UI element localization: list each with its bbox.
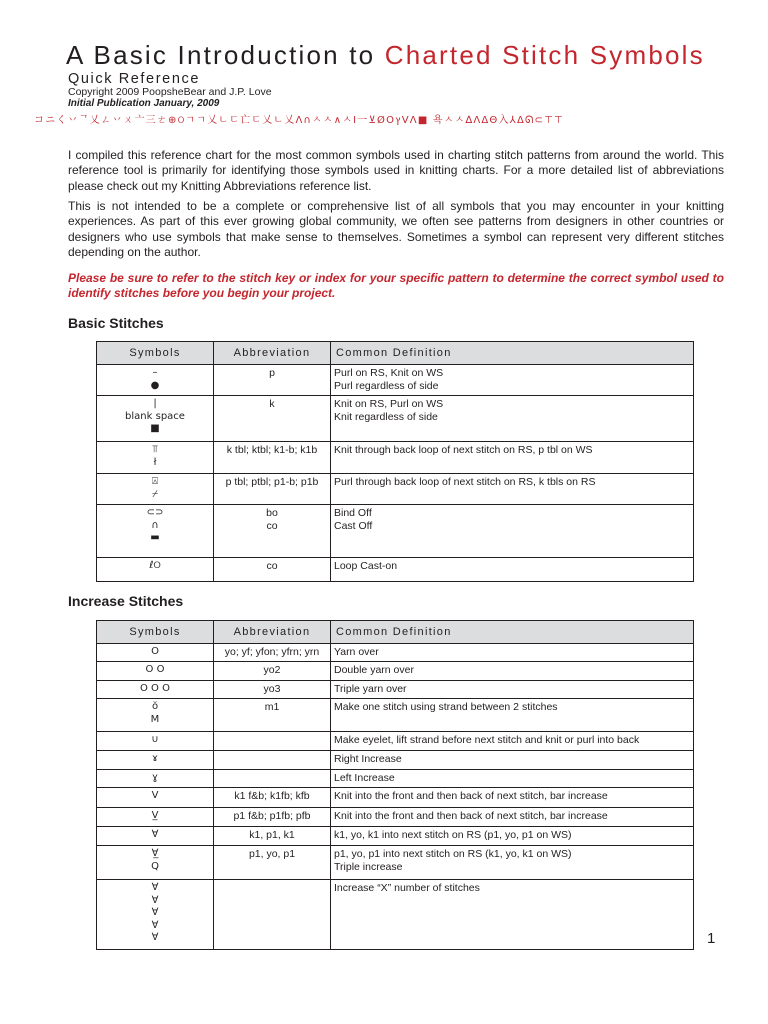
intro-paragraph-1: I compiled this reference chart for the most common symbols used in charting stitch patterns from around the world. This reference tool is primarily for identifying those symbols used in knitting charts. For a more detailed list of abbreviations please check out my Knitting Abbreviations reference list. [68, 148, 724, 193]
abbreviation-text: p1 f&b; p1fb; pfb [233, 810, 311, 822]
table-row [97, 558, 694, 582]
abbreviation-text: yo3 [263, 683, 281, 695]
stitch-symbol: ■ [150, 423, 160, 434]
definition-text: Left Increase [334, 772, 395, 784]
stitch-symbol: ∀ [151, 932, 159, 943]
stitch-symbol: ∀ [151, 907, 159, 918]
abbreviation-cell [214, 788, 331, 808]
definition-text: k1, yo, k1 into next stitch on RS (p1, yo, p1 on WS) [334, 829, 572, 841]
symbol-cell [97, 505, 214, 558]
abbreviation-text: k1, p1, k1 [249, 829, 295, 841]
section-title-increase: Increase Stitches [68, 593, 184, 609]
stitch-symbol: ℓ୦ [149, 560, 161, 571]
definition-text: Knit through back loop of next stitch on RS, p tbl on WS [334, 444, 593, 456]
definition-cell [331, 880, 694, 950]
stitch-symbol: ∀ [151, 894, 159, 906]
stitch-symbol: M [150, 713, 160, 725]
definition-cell [331, 662, 694, 681]
symbol-cell [97, 474, 214, 505]
definition-text: Right Increase [334, 753, 402, 765]
abbreviation-cell [214, 808, 331, 827]
abbreviation-cell [214, 365, 331, 396]
definition-text: Purl through back loop of next stitch on RS, k tbls on RS [334, 476, 596, 488]
abbreviation-cell [214, 770, 331, 788]
definition-text: Purl regardless of side [334, 380, 439, 392]
symbol-cell [97, 751, 214, 770]
abbreviation-cell [214, 505, 331, 558]
table-row [97, 365, 694, 396]
header-abbreviation: Abbreviation [214, 342, 331, 365]
table-row [97, 827, 694, 846]
stitch-symbol: ⌿ [152, 488, 158, 500]
table-row [97, 396, 694, 442]
abbreviation-text: p1, yo, p1 [248, 848, 296, 860]
stitch-symbol: ɣ [152, 772, 158, 783]
definition-text: Yarn over [334, 646, 379, 658]
table-row [97, 880, 694, 950]
stitch-symbol: ∩ [151, 519, 159, 531]
copyright: Copyright 2009 PoopsheBear and J.P. Love [68, 86, 272, 98]
definition-cell [331, 732, 694, 751]
header-abbreviation: Abbreviation [214, 621, 331, 644]
symbol-cell [97, 442, 214, 474]
stitch-symbol: ⫪ [152, 444, 158, 455]
table-row [97, 846, 694, 880]
definition-text: Knit into the front and then back of next stitch, bar increase [334, 790, 608, 802]
definition-cell [331, 751, 694, 770]
table-row [97, 644, 694, 662]
abbreviation-cell [214, 880, 331, 950]
decorative-symbol-strip: コニく丷ᄀ乂ㄥ丷ㄨ亠三ㄜ⊕ଠㄱㄱ乂ㄴㄷ亡ㄷ乂ㄴ乂Ʌ∩ㅅㅅ∧ㅅΙ一⊻ØOץVΛ■ 욕ㅅㅅ∆ΛΔΘ入⅄Δᘏ⊂⊤⊤ [34, 115, 564, 126]
symbol-cell [97, 880, 214, 950]
abbreviation-cell [214, 662, 331, 681]
abbreviation-text: m1 [264, 701, 280, 713]
definition-cell [331, 808, 694, 827]
table-header-row [97, 621, 694, 644]
abbreviation-cell [214, 474, 331, 505]
definition-text: Purl on RS, Knit on WS [334, 367, 444, 379]
symbol-cell [97, 788, 214, 808]
stitch-symbol: O O O [140, 683, 170, 694]
abbreviation-text: co [266, 560, 278, 572]
symbol-cell [97, 681, 214, 699]
symbol-cell [97, 365, 214, 396]
stitch-symbol: ɤ [152, 753, 158, 764]
table-row [97, 808, 694, 827]
definition-text: Cast Off [334, 520, 373, 532]
abbreviation-text: co [266, 520, 278, 532]
definition-cell [331, 788, 694, 808]
table-row [97, 505, 694, 558]
symbol-cell [97, 699, 214, 732]
definition-cell [331, 699, 694, 732]
stitch-symbol: ● [150, 379, 160, 391]
section-title-basic: Basic Stitches [68, 315, 164, 331]
symbol-cell [97, 662, 214, 681]
definition-cell [331, 681, 694, 699]
subtitle: Quick Reference [68, 71, 200, 87]
stitch-symbol: ∀ [151, 829, 159, 840]
basic-stitches-table [96, 341, 694, 582]
abbreviation-cell [214, 558, 331, 582]
stitch-symbol: blank space [125, 410, 185, 422]
table-row [97, 681, 694, 699]
abbreviation-text: k1 f&b; k1fb; kfb [234, 790, 310, 802]
header-symbols: Symbols [97, 342, 214, 365]
definition-cell [331, 846, 694, 880]
stitch-symbol: ⍓ [152, 476, 158, 487]
stitch-symbol: ł [153, 456, 157, 468]
definition-text: Knit on RS, Purl on WS [334, 398, 444, 410]
table-row [97, 788, 694, 808]
table-row [97, 442, 694, 474]
stitch-symbol: ▬ [150, 532, 160, 543]
definition-text: Loop Cast-on [334, 560, 398, 572]
definition-text: Knit into the front and then back of next stitch, bar increase [334, 810, 608, 822]
publication-date: Initial Publication January, 2009 [68, 98, 220, 109]
definition-text: p1, yo, p1 into next stitch on RS (k1, yo, k1 on WS) [334, 848, 572, 860]
symbol-cell [97, 396, 214, 442]
abbreviation-cell [214, 751, 331, 770]
header-definition: Common Definition [331, 621, 694, 644]
abbreviation-text: p [269, 367, 275, 379]
stitch-symbol: ∪ [151, 734, 159, 745]
abbreviation-text: yo2 [263, 664, 281, 676]
definition-cell [331, 365, 694, 396]
abbreviation-cell [214, 396, 331, 442]
stitch-symbol: ⊂⊃ [146, 507, 164, 518]
stitch-symbol: ∀̲ [151, 848, 159, 859]
symbol-cell [97, 644, 214, 662]
increase-stitches-table [96, 620, 694, 950]
stitch-symbol: ∀ [151, 882, 159, 893]
table-row [97, 699, 694, 732]
abbreviation-cell [214, 827, 331, 846]
symbol-cell [97, 770, 214, 788]
definition-cell [331, 396, 694, 442]
definition-text: Knit regardless of side [334, 411, 438, 423]
symbol-cell [97, 846, 214, 880]
definition-text: Bind Off [334, 507, 372, 519]
title-prefix: A Basic Introduction to [66, 40, 376, 70]
stitch-symbol: Q [151, 860, 159, 872]
stitch-symbol: ŏ [151, 701, 159, 712]
definition-text: Double yarn over [334, 664, 414, 676]
definition-text: Increase “X” number of stitches [334, 882, 480, 894]
page-number: 1 [707, 930, 716, 947]
abbreviation-text: k [269, 398, 275, 410]
symbol-cell [97, 558, 214, 582]
document-title [66, 40, 705, 71]
symbol-cell [97, 732, 214, 751]
table-header-row [97, 342, 694, 365]
abbreviation-text: bo [266, 507, 278, 519]
stitch-symbol: ∀ [151, 919, 159, 931]
stitch-symbol: V [151, 790, 159, 801]
table-row [97, 732, 694, 751]
symbol-cell [97, 827, 214, 846]
table-row [97, 751, 694, 770]
title-accent: Charted Stitch Symbols [384, 40, 705, 70]
abbreviation-cell [214, 699, 331, 732]
definition-text: Triple increase [334, 861, 403, 873]
definition-cell [331, 827, 694, 846]
abbreviation-cell [214, 442, 331, 474]
definition-text: Make one stitch using strand between 2 stitches [334, 701, 558, 713]
abbreviation-text: yo; yf; yfon; yfrn; yrn [224, 646, 320, 658]
definition-cell [331, 474, 694, 505]
header-symbols: Symbols [97, 621, 214, 644]
definition-cell [331, 442, 694, 474]
abbreviation-text: k tbl; ktbl; k1-b; k1b [226, 444, 318, 456]
stitch-symbol: | [153, 398, 157, 409]
stitch-symbol: O [151, 646, 159, 657]
definition-cell [331, 505, 694, 558]
symbol-cell [97, 808, 214, 827]
abbreviation-cell [214, 644, 331, 662]
definition-cell [331, 644, 694, 662]
abbreviation-cell [214, 732, 331, 751]
stitch-symbol: O O [145, 664, 165, 675]
definition-text: Make eyelet, lift strand before next stitch and knit or purl into back [334, 734, 640, 746]
stitch-symbol: V̲ [151, 810, 159, 821]
stitch-symbol: – [152, 367, 158, 378]
abbreviation-cell [214, 681, 331, 699]
table-row [97, 474, 694, 505]
definition-text: Triple yarn over [334, 683, 407, 695]
table-row [97, 662, 694, 681]
abbreviation-text: p tbl; ptbl; p1-b; p1b [225, 476, 319, 488]
abbreviation-cell [214, 846, 331, 880]
warning-paragraph: Please be sure to refer to the stitch key or index for your specific pattern to determine the correct symbol used to identify stitches before you begin your project. [68, 271, 724, 301]
intro-paragraph-2: This is not intended to be a complete or comprehensive list of all symbols that you may encounter in your knitting experiences. As part of this ever growing global community, we often see patterns from designers in other countries or designers who use symbols that make sense to themselves. Sometimes a symbol can represent very different stitches depending on the author. [68, 199, 724, 259]
definition-cell [331, 558, 694, 582]
definition-cell [331, 770, 694, 788]
header-definition: Common Definition [331, 342, 694, 365]
table-row [97, 770, 694, 788]
